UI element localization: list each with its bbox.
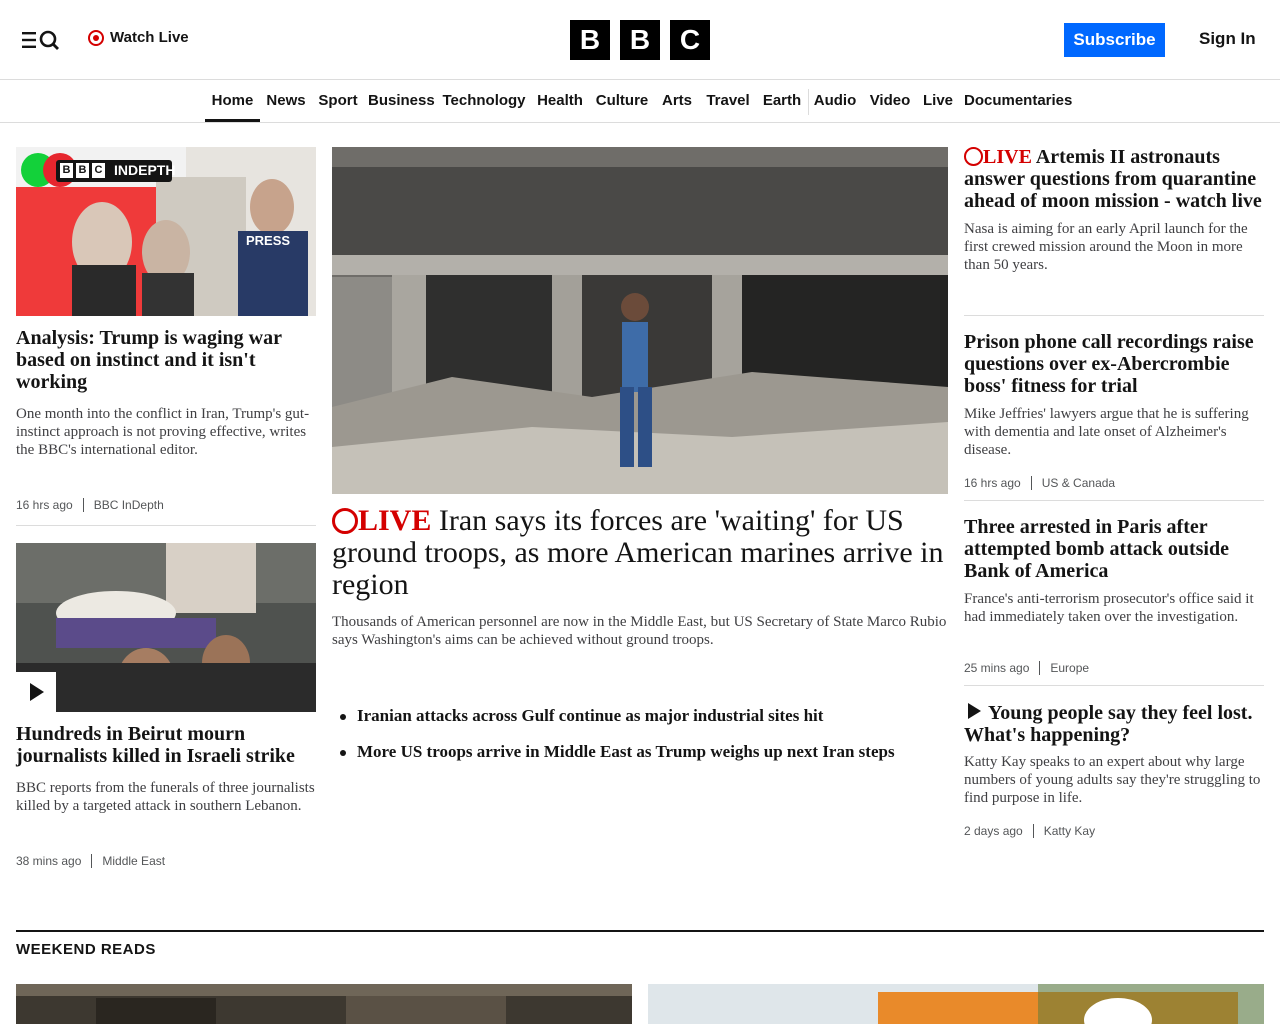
nav-item-business[interactable]: Business (368, 92, 435, 109)
story-tag[interactable]: US & Canada (1041, 476, 1116, 490)
play-icon (964, 701, 984, 721)
nav-item-sport[interactable]: Sport (318, 92, 358, 109)
nav-item-arts[interactable]: Arts (661, 92, 692, 109)
divider (964, 500, 1264, 501)
live-icon (964, 147, 983, 166)
site-header (0, 0, 1280, 80)
nav-item-news[interactable]: News (266, 92, 306, 109)
menu-icon (20, 28, 64, 52)
story-headline[interactable]: Analysis: Trump is waging war based on instinct and it isn't working (16, 327, 282, 393)
subscribe-button[interactable]: Subscribe (1064, 23, 1165, 57)
story-summary: Mike Jeffries' lawyers argue that he is suffering with dementia and late onset of Alzheimer's disease. (964, 406, 1249, 458)
headline-text: Young people say they feel lost. What's happening? (964, 702, 1253, 746)
lead-story-summary: Thousands of American personnel are now in the Middle East, but US Secretary of State Marco Rubio says Washington's aims can be achieved without ground troops. (332, 614, 947, 648)
nav-divider (808, 89, 809, 115)
story-image-indepth[interactable] (16, 147, 316, 316)
logo-letter: B (620, 20, 660, 60)
section-title: WEEKEND READS (16, 941, 156, 958)
live-icon (332, 508, 358, 534)
weekend-photo (648, 984, 1264, 1024)
story-tag[interactable]: BBC InDepth (93, 498, 164, 512)
menu-search-button[interactable] (20, 26, 64, 54)
nav-item-earth[interactable]: Earth (762, 92, 802, 109)
story-time: 16 hrs ago (16, 498, 73, 512)
nav-item-live[interactable]: Live (922, 92, 953, 109)
related-links (332, 706, 948, 778)
story-tag[interactable]: Europe (1050, 661, 1090, 675)
weekend-story-image[interactable] (16, 984, 632, 1024)
divider (16, 525, 316, 526)
story-headline[interactable]: Prison phone call recordings raise questions over ex-Abercrombie boss' fitness for trial (964, 331, 1254, 397)
nav-item-technology[interactable]: Technology (442, 92, 526, 109)
nav-item-home[interactable]: Home (205, 81, 260, 122)
divider (964, 315, 1264, 316)
indepth-badge (60, 163, 175, 178)
main-nav (0, 81, 1280, 123)
play-button[interactable] (16, 672, 56, 712)
lead-headline-text: Iran says its forces are 'waiting' for US ground troops, as more American marines arrive in region (332, 504, 944, 601)
press-vest-label: PRESS (246, 233, 291, 248)
story-image-beirut[interactable] (16, 543, 316, 712)
story-headline[interactable] (964, 701, 1264, 746)
story-meta (964, 661, 1089, 675)
damaged-building-photo (332, 147, 948, 494)
sign-in-button[interactable]: Sign In (1199, 29, 1256, 48)
lead-story-headline[interactable] (332, 505, 948, 601)
live-label: LIVE (964, 146, 1032, 168)
search-icon (41, 32, 58, 49)
badge-letter: B (60, 163, 73, 178)
watch-live-link[interactable] (88, 29, 189, 46)
story-time: 2 days ago (964, 824, 1023, 838)
story-summary: Katty Kay speaks to an expert about why large numbers of young adults say they're struggling to find purpose in life. (964, 754, 1261, 806)
nav-item-health[interactable]: Health (537, 92, 583, 109)
lead-story-image[interactable] (332, 147, 948, 494)
story-summary: BBC reports from the funerals of three journalists killed by a targeted attack in southern Lebanon. (16, 780, 315, 814)
related-link[interactable]: Iranian attacks across Gulf continue as major industrial sites hit (332, 706, 948, 726)
story-tag[interactable]: Middle East (102, 854, 166, 868)
funeral-photo (16, 543, 316, 712)
story-tag[interactable]: Katty Kay (1043, 824, 1096, 838)
nav-item-audio[interactable]: Audio (813, 92, 857, 109)
nav-item-travel[interactable]: Travel (706, 92, 750, 109)
nav-item-documentaries[interactable]: Documentaries (964, 92, 1073, 109)
logo-letter: C (670, 20, 710, 60)
story-meta (964, 824, 1095, 838)
bbc-logo[interactable] (570, 20, 710, 60)
badge-letter: B (76, 163, 89, 178)
live-label: LIVE (332, 504, 431, 537)
story-time: 38 mins ago (16, 854, 82, 868)
weekend-photo (16, 984, 632, 1024)
story-meta (16, 854, 165, 868)
watch-live-label: Watch Live (110, 29, 189, 46)
story-headline[interactable]: Hundreds in Beirut mourn journalists killed in Israeli strike (16, 723, 295, 767)
story-time: 16 hrs ago (964, 476, 1021, 490)
story-headline[interactable] (964, 146, 1264, 212)
story-summary: One month into the conflict in Iran, Trump's gut-instinct approach is not proving effective, writes the BBC's international editor. (16, 406, 310, 458)
story-meta (964, 476, 1115, 490)
story-headline[interactable]: Three arrested in Paris after attempted bomb attack outside Bank of America (964, 516, 1229, 582)
section-rule (16, 930, 1264, 932)
nav-item-video[interactable]: Video (869, 92, 911, 109)
badge-letter: C (92, 163, 105, 178)
logo-letter: B (570, 20, 610, 60)
story-summary: France's anti-terrorism prosecutor's office said it had immediately taken over the investigation. (964, 591, 1254, 625)
related-link[interactable]: More US troops arrive in Middle East as Trump weighs up next Iran steps (332, 742, 948, 762)
divider (964, 685, 1264, 686)
play-icon (16, 672, 56, 712)
story-time: 25 mins ago (964, 661, 1030, 675)
headline-text: Artemis II astronauts answer questions from quarantine ahead of moon mission - watch live (964, 146, 1262, 212)
story-meta (16, 498, 164, 512)
story-summary: Nasa is aiming for an early April launch for the first crewed mission around the Moon in more than 50 years. (964, 221, 1248, 273)
weekend-story-image[interactable] (648, 984, 1264, 1024)
badge-text: INDEPTH (114, 162, 176, 178)
live-icon (88, 30, 104, 46)
nav-item-culture[interactable]: Culture (595, 92, 649, 109)
